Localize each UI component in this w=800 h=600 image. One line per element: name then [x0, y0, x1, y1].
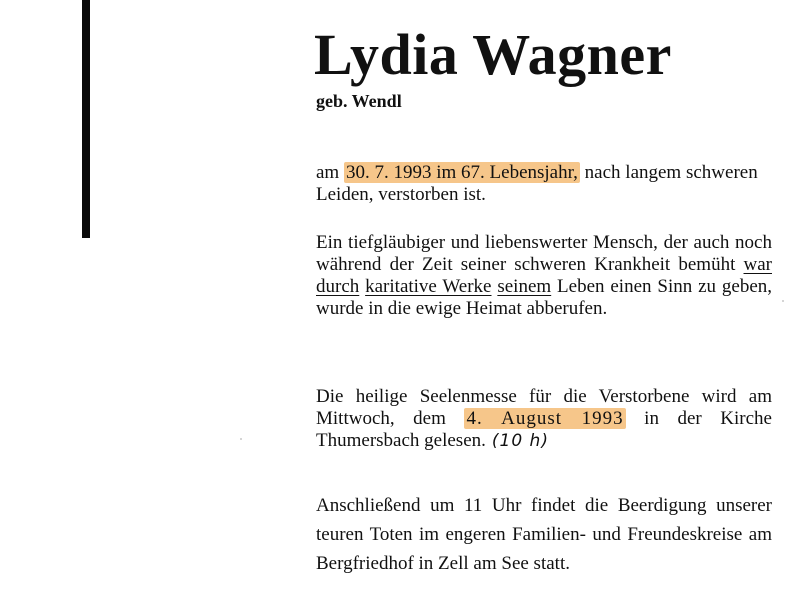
handwritten-note: (10 h): [491, 431, 549, 451]
underlined-text: seinem: [497, 276, 552, 297]
highlight-mass-date: 4. August 1993: [466, 408, 624, 429]
text-segment: Die heilige Seelenmesse für die Verstorbene wird am Mittwoch, dem: [316, 386, 772, 429]
underlined-text: war durch: [316, 254, 772, 297]
mass-paragraph: [316, 386, 772, 452]
text-segment: am: [316, 162, 344, 183]
burial-paragraph: Anschließend um 11 Uhr findet die Beerdigung unserer teuren Toten im engeren Familien- und Freundeskreise am Bergfriedhof in Zell am See statt.: [316, 495, 772, 574]
underlined-text: karitative Werke: [365, 276, 492, 297]
scan-speck: [240, 438, 242, 440]
text-segment: Leben einen Sinn zu geben, wurde in die ewige Heimat abberufen.: [316, 276, 772, 319]
highlight-death-date: 30. 7. 1993 im 67. Lebensjahr,: [345, 162, 578, 183]
maiden-name: geb. Wendl: [316, 91, 402, 111]
tribute-paragraph: [316, 232, 772, 320]
scan-speck: [782, 300, 784, 302]
text-segment: Ein tiefgläubiger und liebenswerter Mensch, der auch noch während der Zeit seiner schweren Krankheit bemüht: [316, 232, 772, 275]
text-segment: in der Kirche Thumersbach gelesen.: [316, 408, 772, 451]
deceased-name: Lydia Wagner: [314, 22, 672, 87]
text-segment: nach langem schweren Leiden, verstorben ist.: [316, 162, 758, 205]
death-date-paragraph: [316, 162, 772, 206]
left-border-bar: [82, 0, 90, 238]
